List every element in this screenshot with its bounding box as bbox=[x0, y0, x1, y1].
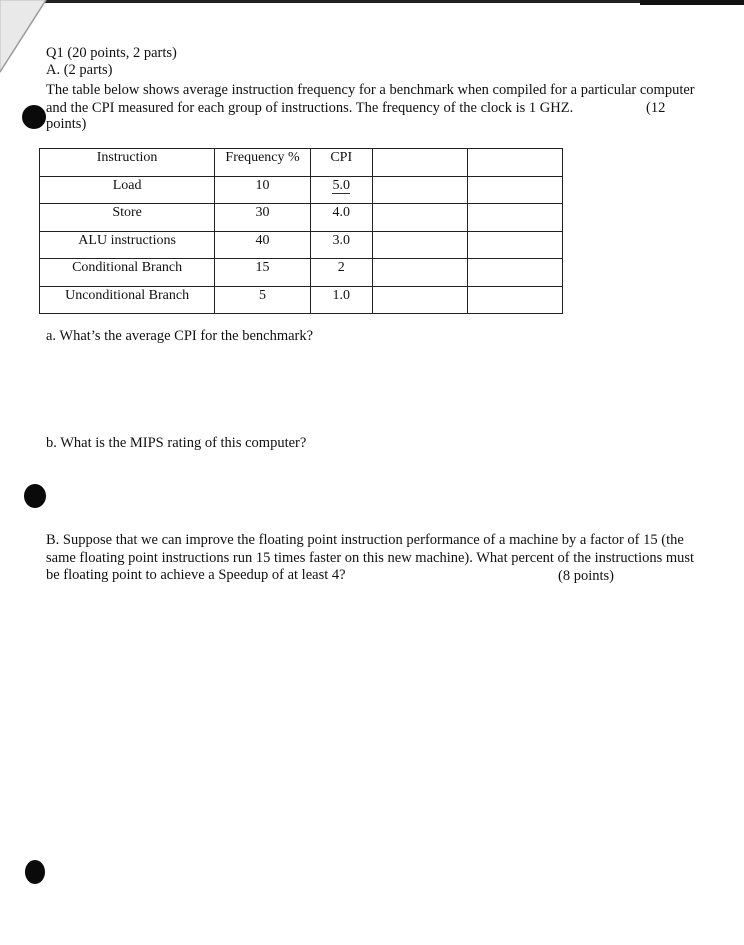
intro-line-2: and the CPI measured for each group of instructions. The frequency of the clock is 1 GHZ. bbox=[46, 100, 574, 116]
cell-empty bbox=[467, 231, 562, 259]
cell-empty bbox=[467, 176, 562, 204]
cell-cpi: 4.0 bbox=[310, 204, 372, 232]
cell-empty bbox=[372, 176, 467, 204]
cell-instruction: Unconditional Branch bbox=[40, 286, 215, 314]
punch-hole-bottom bbox=[25, 860, 45, 884]
scan-top-border-dark bbox=[640, 0, 744, 5]
cell-cpi bbox=[310, 176, 372, 204]
punch-hole-middle bbox=[24, 484, 46, 508]
cell-instruction: ALU instructions bbox=[40, 231, 215, 259]
table-row bbox=[40, 231, 563, 259]
cell-instruction: Load bbox=[40, 176, 215, 204]
cell-frequency: 15 bbox=[215, 259, 311, 287]
cell-instruction: Conditional Branch bbox=[40, 259, 215, 287]
question-a: a. What’s the average CPI for the benchmark? bbox=[46, 328, 314, 344]
table-row bbox=[40, 286, 563, 314]
question-b: b. What is the MIPS rating of this computer? bbox=[46, 435, 307, 451]
cell-frequency: 5 bbox=[215, 286, 311, 314]
cell-cpi: 3.0 bbox=[310, 231, 372, 259]
header-instruction: Instruction bbox=[40, 149, 215, 177]
cell-empty bbox=[467, 286, 562, 314]
cell-empty bbox=[372, 286, 467, 314]
table-header-row bbox=[40, 149, 563, 177]
instruction-frequency-table bbox=[39, 148, 563, 314]
cell-cpi: 1.0 bbox=[310, 286, 372, 314]
header-frequency: Frequency % bbox=[215, 149, 311, 177]
cell-instruction: Store bbox=[40, 204, 215, 232]
part-a-heading: A. (2 parts) bbox=[46, 62, 113, 78]
table-row bbox=[40, 204, 563, 232]
cell-empty bbox=[467, 204, 562, 232]
cell-empty bbox=[372, 259, 467, 287]
part-b-line-3: be floating point to achieve a Speedup of at least 4? bbox=[46, 567, 346, 583]
cell-frequency: 40 bbox=[215, 231, 311, 259]
scan-top-border bbox=[0, 0, 744, 3]
cell-empty bbox=[372, 204, 467, 232]
intro-line-3: points) bbox=[46, 116, 87, 132]
header-empty-1 bbox=[372, 149, 467, 177]
table-row bbox=[40, 259, 563, 287]
cell-cpi: 2 bbox=[310, 259, 372, 287]
cell-empty bbox=[467, 259, 562, 287]
punch-hole-top bbox=[22, 105, 46, 129]
table-row bbox=[40, 176, 563, 204]
cell-empty bbox=[372, 231, 467, 259]
cell-frequency: 10 bbox=[215, 176, 311, 204]
cell-frequency: 30 bbox=[215, 204, 311, 232]
part-b-line-2: same floating point instructions run 15 times faster on this new machine). What percent of the instructions must bbox=[46, 550, 695, 566]
intro-line-1: The table below shows average instruction frequency for a benchmark when compiled for a particular computer bbox=[46, 82, 695, 98]
part-b-points: (8 points) bbox=[558, 568, 614, 584]
header-cpi: CPI bbox=[310, 149, 372, 177]
part-b-line-1: B. Suppose that we can improve the floating point instruction performance of a machine by a factor of 15 (the bbox=[46, 532, 684, 548]
header-empty-2 bbox=[467, 149, 562, 177]
intro-points-open: (12 bbox=[646, 100, 666, 116]
cell-cpi-value: 5.0 bbox=[332, 177, 350, 193]
question-title: Q1 (20 points, 2 parts) bbox=[46, 45, 177, 61]
